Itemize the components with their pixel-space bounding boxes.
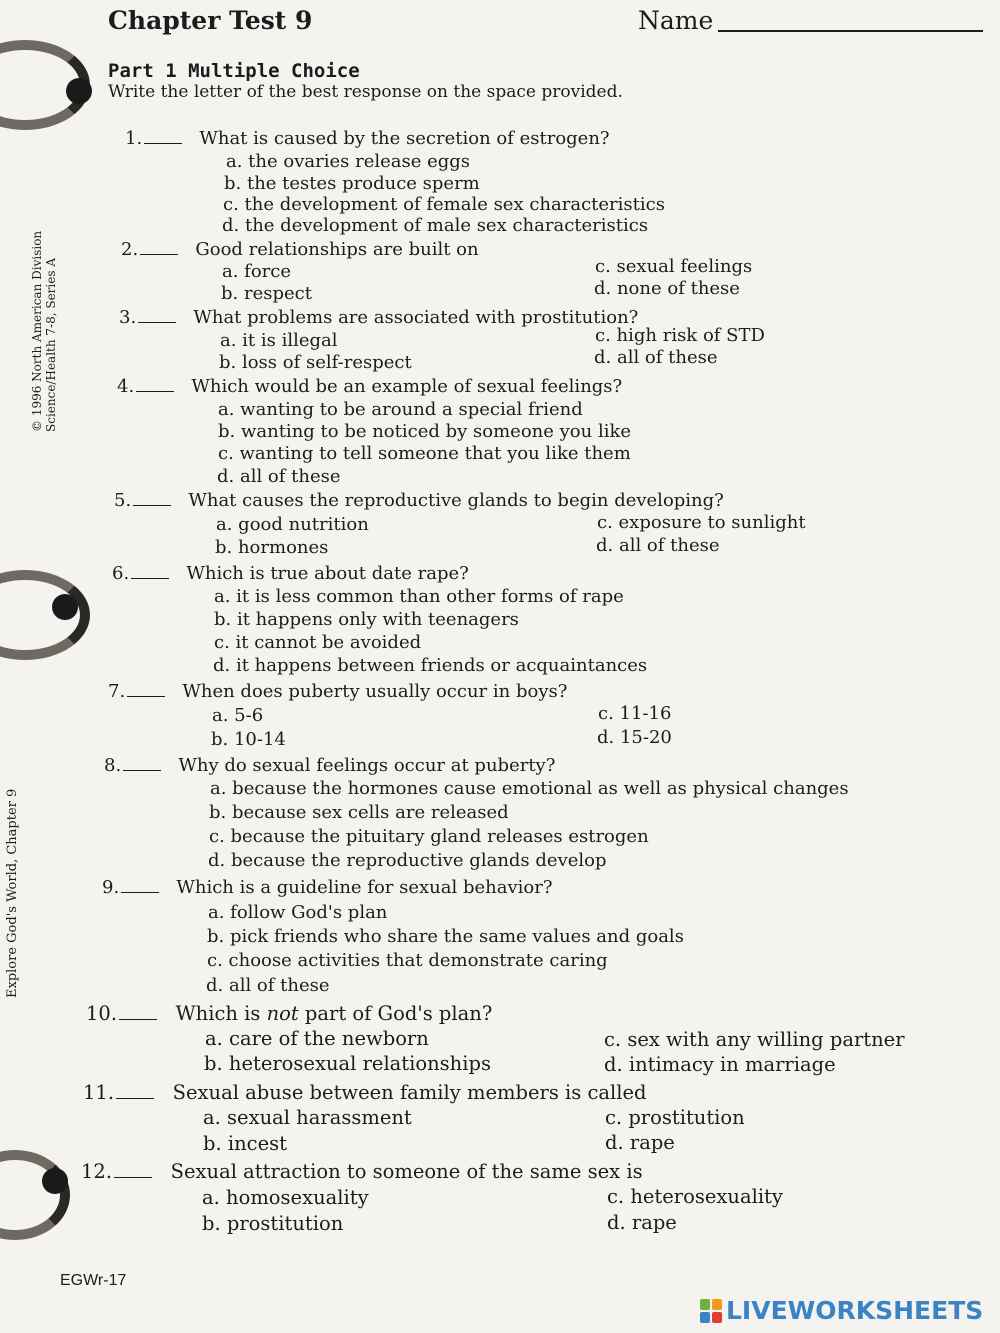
option: a. 5-6	[212, 705, 264, 726]
answer-blank-1[interactable]	[144, 143, 182, 144]
option: a. follow God's plan	[208, 902, 388, 923]
question-11: 11. Sexual abuse between family members is called	[83, 1081, 647, 1104]
option: a. the ovaries release eggs	[226, 151, 471, 172]
answer-blank-2[interactable]	[140, 254, 178, 255]
question-10: 10. Which is not part of God's plan?	[86, 1002, 493, 1025]
option: a. care of the newborn	[205, 1027, 429, 1050]
option: a. sexual harassment	[203, 1106, 412, 1129]
binder-hole	[42, 1168, 68, 1194]
question-9: 9. Which is a guideline for sexual behavior?	[102, 877, 553, 898]
option: d. it happens between friends or acquaintances	[213, 655, 648, 676]
name-label: Name	[638, 6, 714, 35]
option: c. because the pituitary gland releases estrogen	[209, 826, 649, 847]
name-field[interactable]	[718, 30, 983, 32]
option: b. because sex cells are released	[209, 802, 509, 823]
page-code: EGWr-17	[60, 1272, 127, 1289]
option: b. incest	[203, 1132, 287, 1155]
answer-blank-5[interactable]	[133, 505, 171, 506]
question-1: 1. What is caused by the secretion of estrogen?	[125, 128, 610, 149]
option: d. all of these	[596, 535, 720, 556]
option: a. good nutrition	[216, 514, 369, 535]
binder-ring	[0, 570, 90, 660]
option: d. 15-20	[597, 727, 672, 748]
answer-blank-4[interactable]	[136, 391, 174, 392]
page-title: Chapter Test 9	[108, 6, 313, 35]
answer-blank-8[interactable]	[123, 770, 161, 771]
option: a. homosexuality	[202, 1186, 369, 1209]
option: a. because the hormones cause emotional as well as physical changes	[210, 778, 849, 799]
option: b. the testes produce sperm	[224, 173, 480, 194]
question-12: 12. Sexual attraction to someone of the same sex is	[81, 1160, 643, 1183]
question-3: 3. What problems are associated with prostitution?	[119, 307, 639, 328]
liveworksheets-logo	[700, 1296, 983, 1325]
option: b. wanting to be noticed by someone you like	[218, 421, 632, 442]
option: c. it cannot be avoided	[214, 632, 422, 653]
option: d. rape	[605, 1131, 675, 1154]
book-reference: Explore God's World, Chapter 9	[5, 788, 20, 998]
option: d. all of these	[206, 975, 330, 996]
answer-blank-12[interactable]	[114, 1177, 152, 1178]
option: d. none of these	[594, 278, 740, 299]
option: d. all of these	[217, 466, 341, 487]
option: c. heterosexuality	[607, 1185, 783, 1208]
option: c. exposure to sunlight	[597, 512, 806, 533]
option: d. the development of male sex characteristics	[222, 215, 649, 236]
part-title: Part 1 Multiple Choice	[108, 60, 360, 82]
option: a. it is illegal	[220, 330, 338, 351]
option: b. heterosexual relationships	[204, 1052, 491, 1075]
option: c. sex with any willing partner	[604, 1028, 905, 1051]
binder-hole	[66, 78, 92, 104]
option: c. wanting to tell someone that you like them	[218, 443, 631, 464]
binder-ring	[0, 1150, 70, 1240]
option: b. pick friends who share the same values and goals	[207, 926, 684, 947]
option: d. because the reproductive glands develop	[208, 850, 607, 871]
answer-blank-10[interactable]	[119, 1019, 157, 1020]
question-8: 8. Why do sexual feelings occur at puberty?	[104, 755, 556, 776]
option: c. 11-16	[598, 703, 672, 724]
option: a. wanting to be around a special friend	[218, 399, 583, 420]
option: c. the development of female sex characteristics	[223, 194, 665, 215]
option: b. it happens only with teenagers	[214, 609, 519, 630]
answer-blank-6[interactable]	[131, 578, 169, 579]
answer-blank-11[interactable]	[116, 1098, 154, 1099]
option: a. it is less common than other forms of rape	[214, 586, 624, 607]
option: c. choose activities that demonstrate caring	[207, 950, 608, 971]
copyright-note: © 1996 North American Division Science/Health 7-8, Series A	[30, 230, 58, 432]
answer-blank-9[interactable]	[121, 892, 159, 893]
option: b. prostitution	[202, 1212, 344, 1235]
binder-hole	[52, 594, 78, 620]
option: b. hormones	[215, 537, 329, 558]
option: a. force	[222, 261, 292, 282]
instructions: Write the letter of the best response on the space provided.	[108, 82, 623, 102]
option: b. respect	[221, 283, 312, 304]
option: c. sexual feelings	[595, 256, 753, 277]
brand-text: LIVEWORKSHEETS	[726, 1296, 984, 1325]
option: b. loss of self-respect	[219, 352, 412, 373]
liveworksheets-icon	[700, 1299, 722, 1323]
question-5: 5. What causes the reproductive glands to begin developing?	[114, 490, 724, 511]
option: c. high risk of STD	[595, 325, 765, 346]
option: d. intimacy in marriage	[604, 1053, 836, 1076]
option: c. prostitution	[605, 1106, 745, 1129]
question-2: 2. Good relationships are built on	[121, 239, 479, 260]
question-4: 4. Which would be an example of sexual feelings?	[117, 376, 623, 397]
answer-blank-3[interactable]	[138, 322, 176, 323]
question-6: 6. Which is true about date rape?	[112, 563, 469, 584]
question-7: 7. When does puberty usually occur in boys?	[108, 681, 568, 702]
answer-blank-7[interactable]	[127, 696, 165, 697]
option: b. 10-14	[211, 729, 286, 750]
option: d. rape	[607, 1211, 677, 1234]
option: d. all of these	[594, 347, 718, 368]
